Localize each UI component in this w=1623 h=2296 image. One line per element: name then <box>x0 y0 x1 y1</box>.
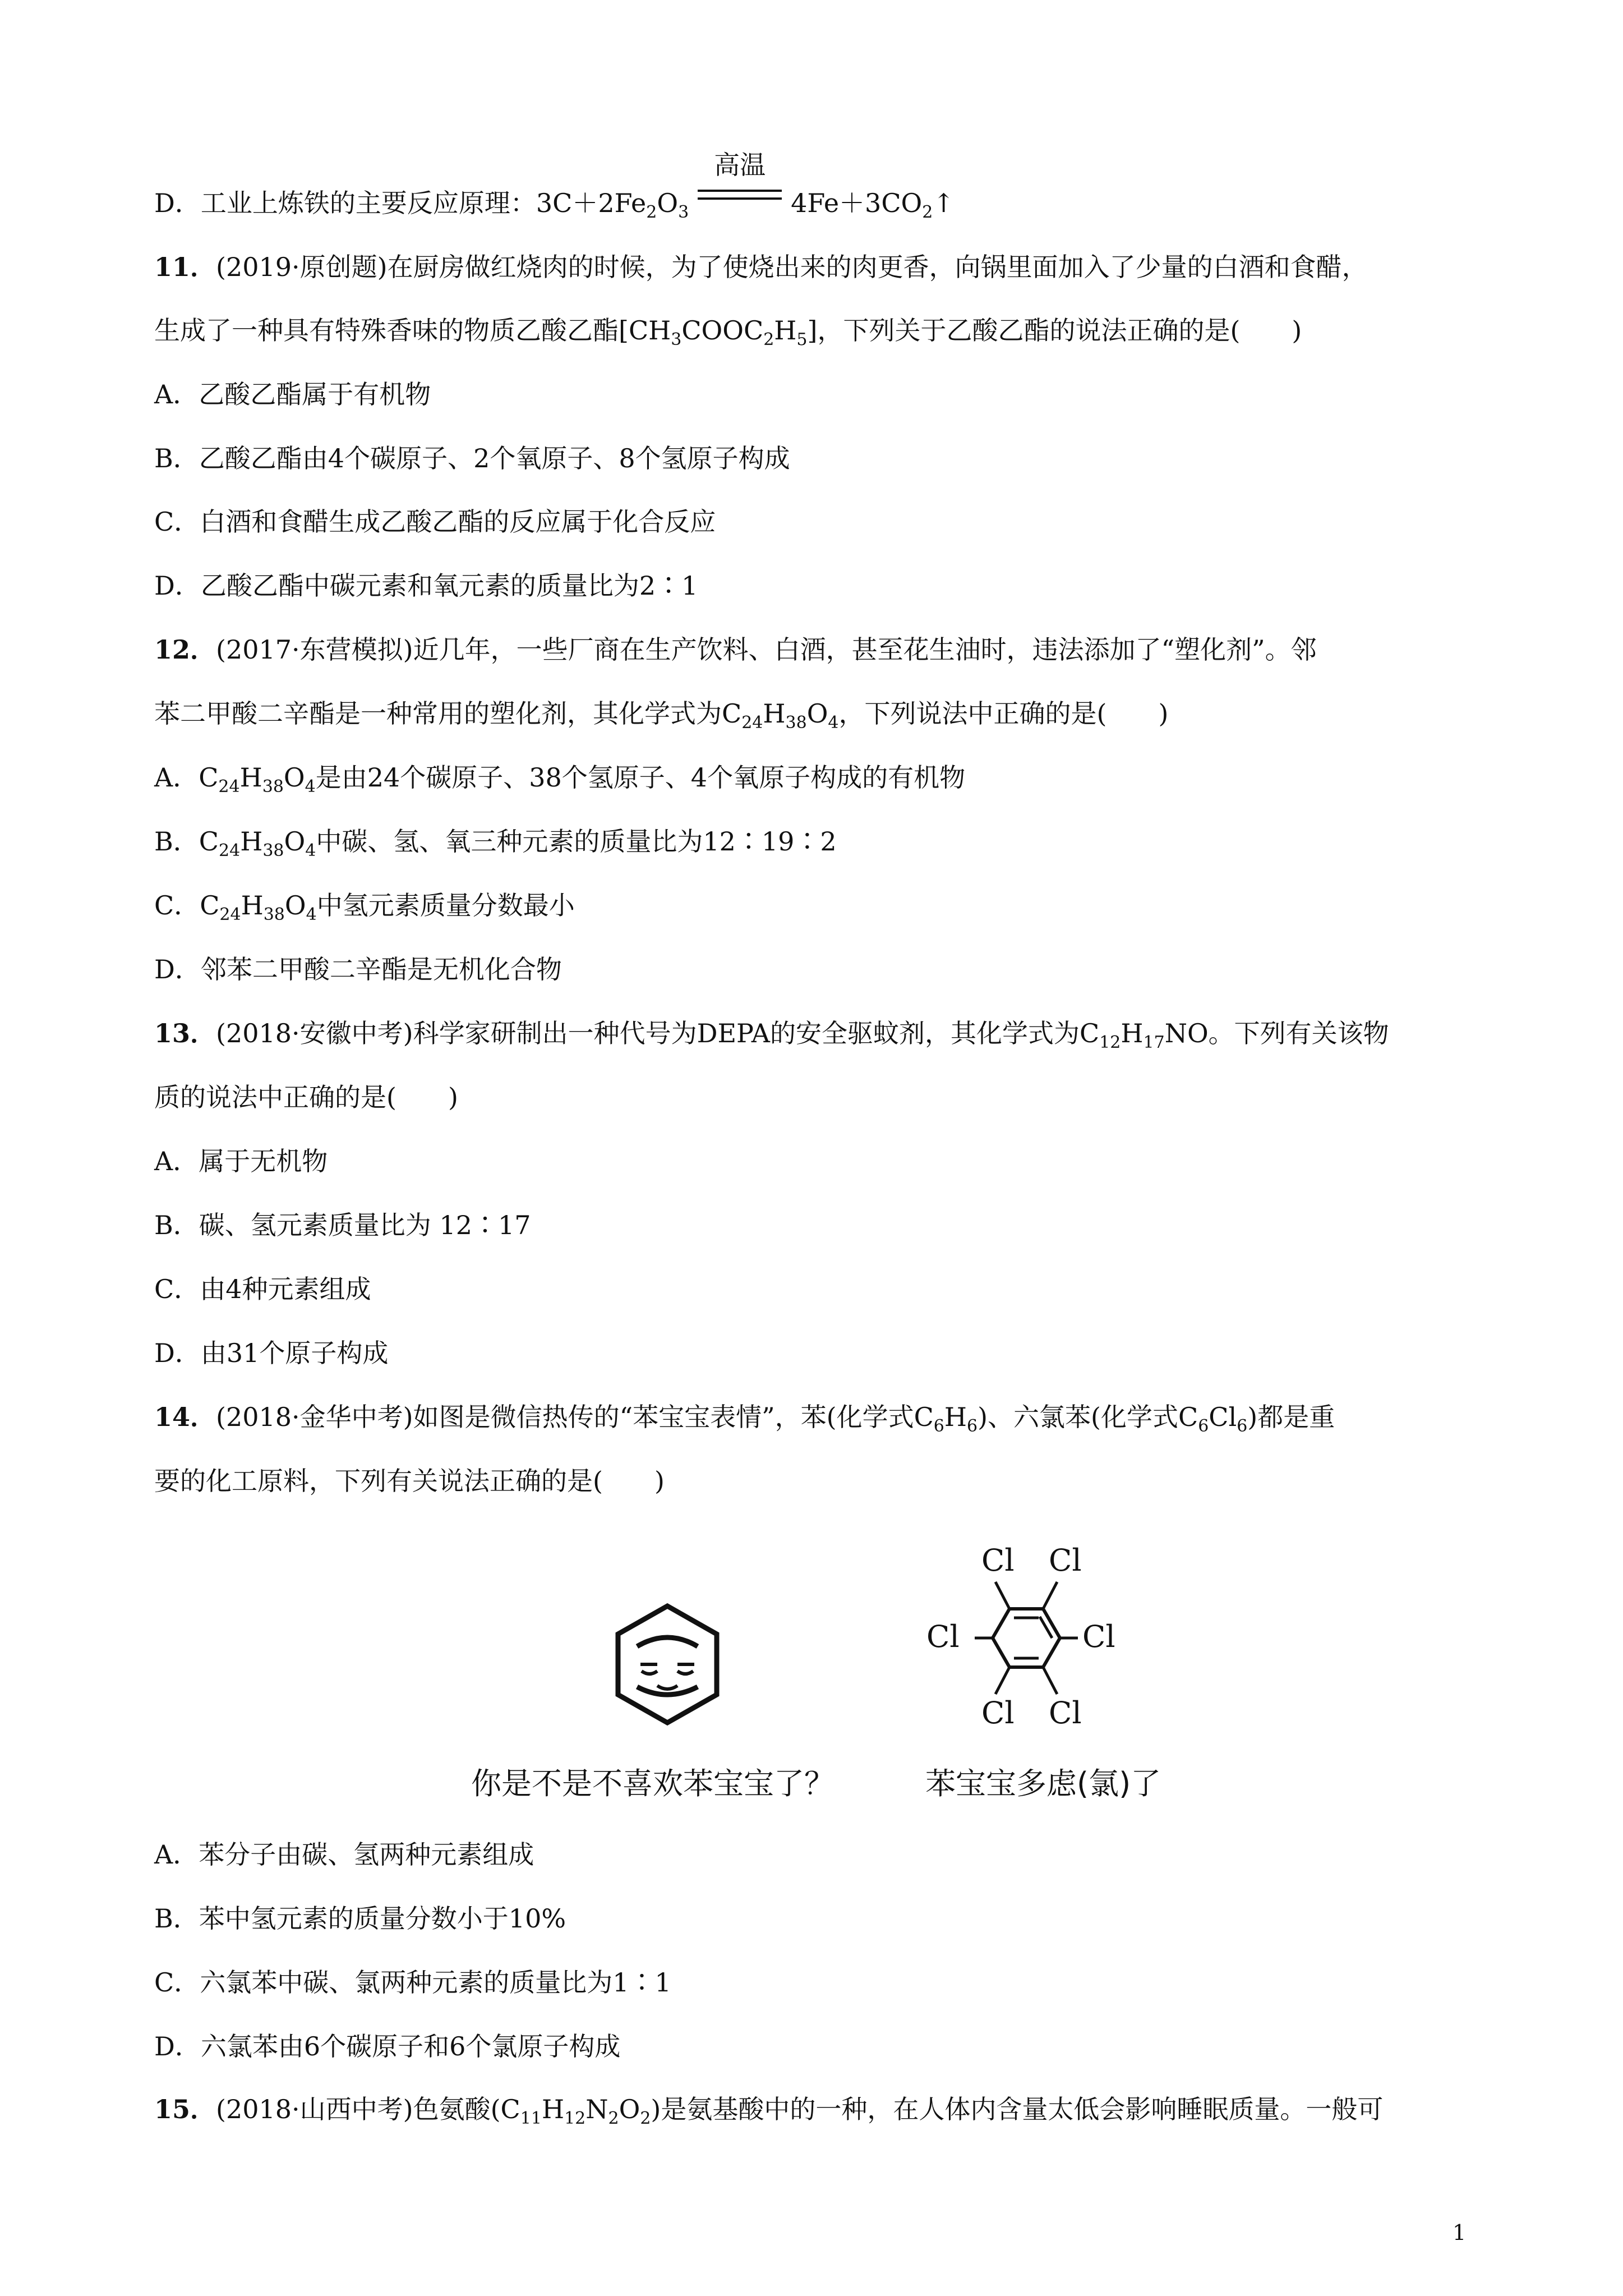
q13-number: 13． <box>154 1018 216 1048</box>
q14-option-c: C．六氯苯中碳、氯两种元素的质量比为1∶1 <box>154 1967 671 1998</box>
cl-label-bottom-right: Cl <box>1049 1695 1082 1731</box>
q13-option-d: D．由31个原子构成 <box>154 1338 389 1368</box>
q14-option-d: D．六氯苯由6个碳原子和6个氯原子构成 <box>154 2031 621 2062</box>
q14-option-b: B．苯中氢元素的质量分数小于10% <box>154 1903 566 1934</box>
q11-option-a: A．乙酸乙酯属于有机物 <box>154 379 431 409</box>
page-number: 1 <box>1453 2220 1467 2245</box>
q13-option-b: B．碳、氢元素质量比为 12∶17 <box>154 1210 531 1240</box>
q12-option-c: C．$C_{24}H_{38}O_4$中氢元素质量分数最小 <box>154 890 575 924</box>
q12-stem-line2: 苯二甲酸二辛酯是一种常用的塑化剂，其化学式为$C_{24}H_{38}O_4$，下列说法中正确的是( ) <box>154 698 1169 733</box>
q13-option-c: C．由4种元素组成 <box>154 1274 371 1304</box>
q11-option-b: B．乙酸乙酯由4个碳原子、2个氧原子、8个氢原子构成 <box>154 443 790 473</box>
reaction-condition-equals <box>698 150 782 220</box>
q10-option-d: D．工业上炼铁的主要反应原理：$3C+2Fe_2O_3$ 高温 $4Fe+3CO_2↑$ <box>154 186 955 220</box>
q12-option-a: A．$C_{24}H_{38}O_4$是由24个碳原子、38个氢原子、4个氧原子构成的有机物 <box>154 762 966 797</box>
cl-label-bottom-left: Cl <box>981 1695 1015 1731</box>
q11-stem-line2: 生成了一种具有特殊香味的物质乙酸乙酯$[CH_3COOC_2H_5]$，下列关于乙酸乙酯的说法正确的是( ) <box>154 315 1302 349</box>
q11-option-c: C．白酒和食醋生成乙酸乙酯的反应属于化合反应 <box>154 507 716 537</box>
reaction-condition-label: 高温 <box>714 150 766 180</box>
figure-caption-right: 苯宝宝多虑(氯)了 <box>925 1766 1161 1801</box>
cl-label-right: Cl <box>1082 1619 1115 1654</box>
q14-option-a: A．苯分子由碳、氢两种元素组成 <box>154 1839 534 1870</box>
q14-number: 14． <box>154 1402 216 1432</box>
q12-stem-line1: 12．(2017·东营模拟)近几年，一些厂商在生产饮料、白酒，甚至花生油时，违法添加了“塑化剂”。邻 <box>154 634 1317 665</box>
q12-option-d: D．邻苯二甲酸二辛酯是无机化合物 <box>154 954 562 984</box>
q13-stem-line2: 质的说法中正确的是( ) <box>154 1082 458 1112</box>
q14-stem-line2: 要的化工原料，下列有关说法正确的是( ) <box>154 1466 665 1496</box>
q15-stem-line1: 15．(2018·山西中考)色氨酸$(C_{11}H_{12}N_2O_2)$是氨基酸中的一种，在人体内含量太低会影响睡眠质量。一般可 <box>154 2094 1384 2128</box>
q13-stem-line1: 13．(2018·安徽中考)科学家研制出一种代号为DEPA的安全驱蚊剂，其化学式为$C_{12}H_{17}NO$。下列有关该物 <box>154 1018 1389 1052</box>
q13-option-a: A．属于无机物 <box>154 1146 328 1176</box>
cl-label-top-right: Cl <box>1049 1543 1082 1578</box>
benzene-face-figure <box>606 1602 729 1736</box>
q11-number: 11． <box>154 252 216 282</box>
gas-arrow: ↑ <box>933 188 955 218</box>
hexachlorobenzene-figure <box>920 1526 1178 1750</box>
q11-stem-line1: 11．(2019·原创题)在厨房做红烧肉的时候，为了使烧出来的肉更香，向锅里面加入了少量的白酒和食醋， <box>154 252 1368 282</box>
figure-caption-left: 你是不是不喜欢苯宝宝了？ <box>471 1766 834 1801</box>
q15-number: 15． <box>154 2094 216 2124</box>
q14-stem-line1: 14．(2018·金华中考)如图是微信热传的“苯宝宝表情”，苯(化学式$C_6H_6$)、六氯苯(化学式$C_6Cl_6$)都是重 <box>154 1402 1335 1436</box>
q12-option-b: B．$C_{24}H_{38}O_4$中碳、氢、氧三种元素的质量比为12∶19∶2 <box>154 826 837 861</box>
q11-option-d: D．乙酸乙酯中碳元素和氧元素的质量比为2∶1 <box>154 570 698 601</box>
q12-number: 12． <box>154 634 216 665</box>
cl-label-top-left: Cl <box>981 1543 1015 1578</box>
cl-label-left: Cl <box>926 1619 960 1654</box>
